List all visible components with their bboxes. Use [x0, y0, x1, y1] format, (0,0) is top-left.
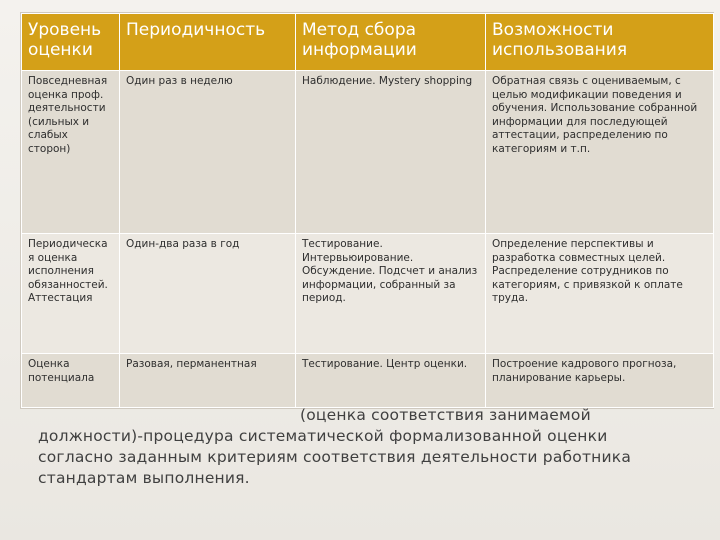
table-row	[22, 71, 714, 234]
header-periodicity: Периодичность	[120, 14, 296, 71]
cell-method: Тестирование. Интервьюирование. Обсуждение. Подсчет и анализ информации, собранный за период.	[296, 234, 486, 354]
cell-usage: Определение перспективы и разработка совместных целей. Распределение сотрудников по категориям, с привязкой к оплате труда.	[486, 234, 714, 354]
cell-method: Тестирование. Центр оценки.	[296, 354, 486, 408]
assessment-table	[20, 12, 714, 409]
cell-level: Периодическая оценка исполнения обязанностей. Аттестация	[22, 234, 120, 354]
cell-periodicity: Один раз в неделю	[120, 71, 296, 234]
cell-periodicity: Один-два раза в год	[120, 234, 296, 354]
header-level: Уровень оценки	[22, 14, 120, 71]
definition-text	[38, 405, 638, 489]
header-method: Метод сбора информации	[296, 14, 486, 71]
table-row	[22, 234, 714, 354]
cell-periodicity: Разовая, перманентная	[120, 354, 296, 408]
cell-method: Наблюдение. Mystery shopping	[296, 71, 486, 234]
table-header-row	[22, 14, 714, 71]
cell-usage: Построение кадрового прогноза, планирование карьеры.	[486, 354, 714, 408]
cell-usage: Обратная связь с оцениваемым, с целью модификации поведения и обучения. Использование собранной информации для последующей аттестации, распределению по категориям и т.п.	[486, 71, 714, 234]
definition-body: (оценка соответствия занимаемой должности)-процедура систематической формализованной оценки согласно заданным критериям соответствия деятельности работника стандартам выполнения.	[38, 406, 632, 487]
cell-level: Оценка потенциала	[22, 354, 120, 408]
header-usage: Возможности использования	[486, 14, 714, 71]
cell-level: Повседневная оценка проф. деятельности (сильных и слабых сторон)	[22, 71, 120, 234]
table-row	[22, 354, 714, 408]
